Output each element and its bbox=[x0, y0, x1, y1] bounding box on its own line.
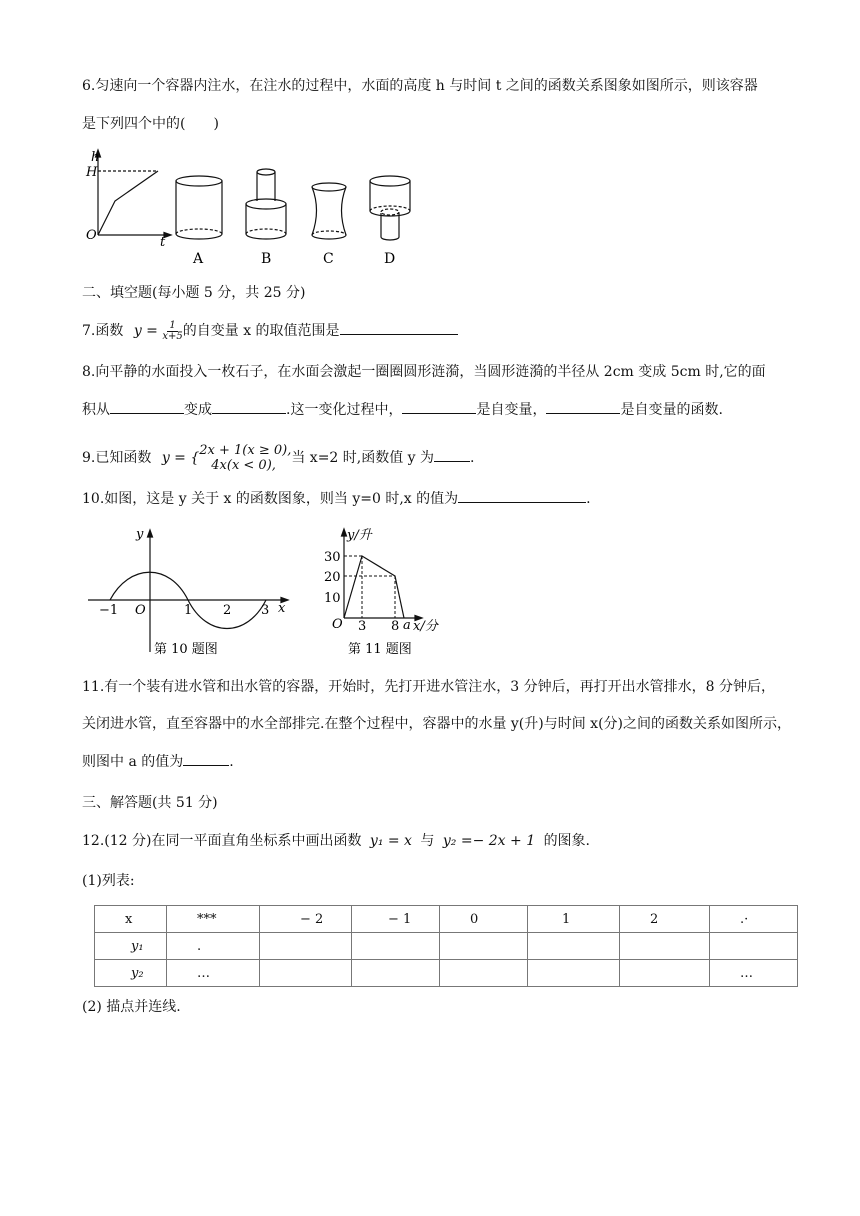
table-cell: *** bbox=[167, 906, 260, 933]
table-cell: − 2 bbox=[260, 906, 352, 933]
fig10-origin: O bbox=[135, 603, 146, 618]
q8-p3: .这一变化过程中， bbox=[286, 402, 403, 418]
q7 bbox=[82, 320, 458, 342]
table-cell: .· bbox=[710, 906, 798, 933]
q7-numerator: 1 bbox=[169, 319, 176, 331]
fig10-y-arrow bbox=[148, 530, 153, 537]
option-a-label: A bbox=[193, 251, 204, 267]
q6-line2: 是下列四个中的( ) bbox=[82, 116, 219, 132]
q11-line3-text: 则图中 a 的值为 bbox=[82, 754, 184, 770]
q8-blank-3[interactable] bbox=[402, 399, 476, 414]
table-cell[interactable] bbox=[352, 933, 440, 960]
figure-10 bbox=[84, 520, 294, 660]
table-cell bbox=[710, 933, 798, 960]
q6-t-label: t bbox=[160, 235, 166, 250]
table-row bbox=[95, 960, 798, 987]
q8-p5: 是自变量的函数. bbox=[620, 402, 723, 418]
fig11-x-tick-3: 3 bbox=[358, 619, 367, 634]
q8-line1: 8.向平静的水面投入一枚石子，在水面会激起一圈圈圆形涟漪，当圆形涟漪的半径从 2cm 变成 5cm 时,它的面 bbox=[82, 364, 766, 380]
table-cell[interactable] bbox=[620, 933, 710, 960]
fig11-origin: O bbox=[332, 617, 343, 632]
value-table bbox=[94, 905, 798, 987]
fig11-x-label: x/分 bbox=[413, 619, 438, 634]
option-c-label: C bbox=[323, 251, 334, 267]
table-cell[interactable] bbox=[440, 933, 528, 960]
q12-mid: 与 bbox=[420, 833, 435, 849]
table-cell: … bbox=[167, 960, 260, 987]
table-row bbox=[95, 933, 798, 960]
fig10-tick-2: 2 bbox=[223, 603, 232, 618]
container-c bbox=[312, 183, 346, 239]
q8-p1: 积从 bbox=[82, 402, 110, 418]
section-2-title: 二、填空题(每小题 5 分，共 25 分) bbox=[82, 285, 306, 301]
q9-y: y = { bbox=[161, 450, 200, 466]
fig11-y-tick-30: 30 bbox=[324, 550, 341, 565]
table-cell: y₂ bbox=[95, 960, 167, 987]
q8-blank-4[interactable] bbox=[546, 399, 620, 414]
figure-11 bbox=[318, 520, 468, 660]
q9-end: . bbox=[470, 450, 475, 466]
q9-answer-blank[interactable] bbox=[434, 447, 470, 462]
table-cell[interactable] bbox=[260, 933, 352, 960]
q9-mid: 当 x=2 时,函数值 y 为 bbox=[291, 450, 435, 466]
table-cell: y₁ bbox=[95, 933, 167, 960]
q11-end: . bbox=[229, 754, 234, 770]
section-3-title: 三、解答题(共 51 分) bbox=[82, 795, 218, 811]
q12-step1: (1)列表: bbox=[82, 873, 135, 889]
option-d-label: D bbox=[384, 251, 396, 267]
q8-line2 bbox=[82, 399, 723, 420]
q7-fraction bbox=[162, 321, 182, 342]
table-cell[interactable] bbox=[260, 960, 352, 987]
q7-answer-blank[interactable] bbox=[340, 320, 458, 335]
q6-H-label: H bbox=[86, 165, 98, 180]
q7-denominator: x+5 bbox=[162, 330, 183, 342]
fig11-y-tick-10: 10 bbox=[324, 591, 341, 606]
q12-prefix: 12.(12 分)在同一平面直角坐标系中画出函数 bbox=[82, 833, 362, 849]
q9-row-1: 2x + 1(x ≥ 0), bbox=[199, 443, 292, 458]
fig10-tick-1: 1 bbox=[184, 603, 193, 618]
table-cell[interactable] bbox=[528, 933, 620, 960]
container-b bbox=[246, 169, 286, 239]
q9 bbox=[82, 441, 475, 475]
fig11-y-arrow bbox=[342, 529, 347, 536]
table-cell[interactable] bbox=[528, 960, 620, 987]
q7-suffix: 的自变量 x 的取值范围是 bbox=[182, 323, 340, 339]
q6-ht-graph bbox=[96, 150, 172, 238]
table-cell[interactable] bbox=[352, 960, 440, 987]
q7-y: y = bbox=[133, 323, 158, 339]
fig10-tick-neg1: −1 bbox=[99, 603, 119, 618]
q10-answer-blank[interactable] bbox=[458, 488, 586, 503]
q12-f1: y₁ = x bbox=[369, 833, 412, 849]
table-cell[interactable] bbox=[440, 960, 528, 987]
q12-suffix: 的图象. bbox=[543, 833, 591, 849]
fig10-caption: 第 10 题图 bbox=[154, 642, 218, 657]
q9-row-2: 4x(x < 0), bbox=[211, 458, 276, 473]
fig11-x-tick-8: 8 bbox=[391, 619, 400, 634]
q10-end: . bbox=[586, 491, 591, 507]
q6-figure bbox=[80, 145, 420, 270]
fig11-y-tick-20: 20 bbox=[324, 570, 341, 585]
fig10-tick-3: 3 bbox=[261, 603, 270, 618]
q6-h-label: h bbox=[91, 150, 100, 165]
option-b-label: B bbox=[261, 251, 272, 267]
fig10-x-label: x bbox=[278, 601, 286, 616]
q10-text: 10.如图，这是 y 关于 x 的函数图象，则当 y=0 时,x 的值为 bbox=[82, 491, 459, 507]
q9-piecewise bbox=[156, 441, 292, 475]
q8-p2: 变成 bbox=[184, 402, 212, 418]
q11-line1: 11.有一个装有进水管和出水管的容器，开始时，先打开进水管注水，3 分钟后，再打开出水管排水，8 分钟后， bbox=[82, 679, 775, 695]
q10 bbox=[82, 488, 591, 509]
table-cell: 0 bbox=[440, 906, 528, 933]
q8-p4: 是自变量， bbox=[476, 402, 547, 418]
table-cell: x bbox=[95, 906, 167, 933]
q11-answer-blank[interactable] bbox=[183, 751, 229, 766]
fig11-caption: 第 11 题图 bbox=[348, 642, 412, 657]
table-cell: … bbox=[710, 960, 798, 987]
fig10-y-label: y bbox=[136, 527, 144, 542]
q8-blank-2[interactable] bbox=[212, 399, 286, 414]
table-row bbox=[95, 906, 798, 933]
table-cell: 2 bbox=[620, 906, 710, 933]
q6-origin: O bbox=[86, 228, 97, 243]
q7-prefix: 7.函数 bbox=[82, 323, 124, 339]
table-cell: . bbox=[167, 933, 260, 960]
q9-prefix: 9.已知函数 bbox=[82, 450, 152, 466]
q12-line bbox=[82, 831, 590, 851]
q6-line1: 6.匀速向一个容器内注水，在注水的过程中，水面的高度 h 与时间 t 之间的函数关系图象如图所示，则该容器 bbox=[82, 78, 758, 94]
container-d bbox=[370, 176, 410, 240]
q12-f2: y₂ =− 2x + 1 bbox=[442, 833, 536, 849]
q8-blank-1[interactable] bbox=[110, 399, 184, 414]
q11-line3 bbox=[82, 751, 234, 772]
fig11-a-label: a bbox=[403, 618, 411, 633]
fig11-y-label: y/升 bbox=[347, 528, 372, 543]
q9-rows bbox=[199, 443, 291, 473]
table-cell[interactable] bbox=[620, 960, 710, 987]
table-cell: − 1 bbox=[352, 906, 440, 933]
q11-line2: 关闭进水管，直至容器中的水全部排完.在整个过程中，容器中的水量 y(升)与时间 x(分)之间的函数关系如图所示， bbox=[82, 716, 792, 732]
table-cell: 1 bbox=[528, 906, 620, 933]
container-a bbox=[176, 176, 222, 239]
q12-step2: (2) 描点并连线. bbox=[82, 999, 181, 1015]
